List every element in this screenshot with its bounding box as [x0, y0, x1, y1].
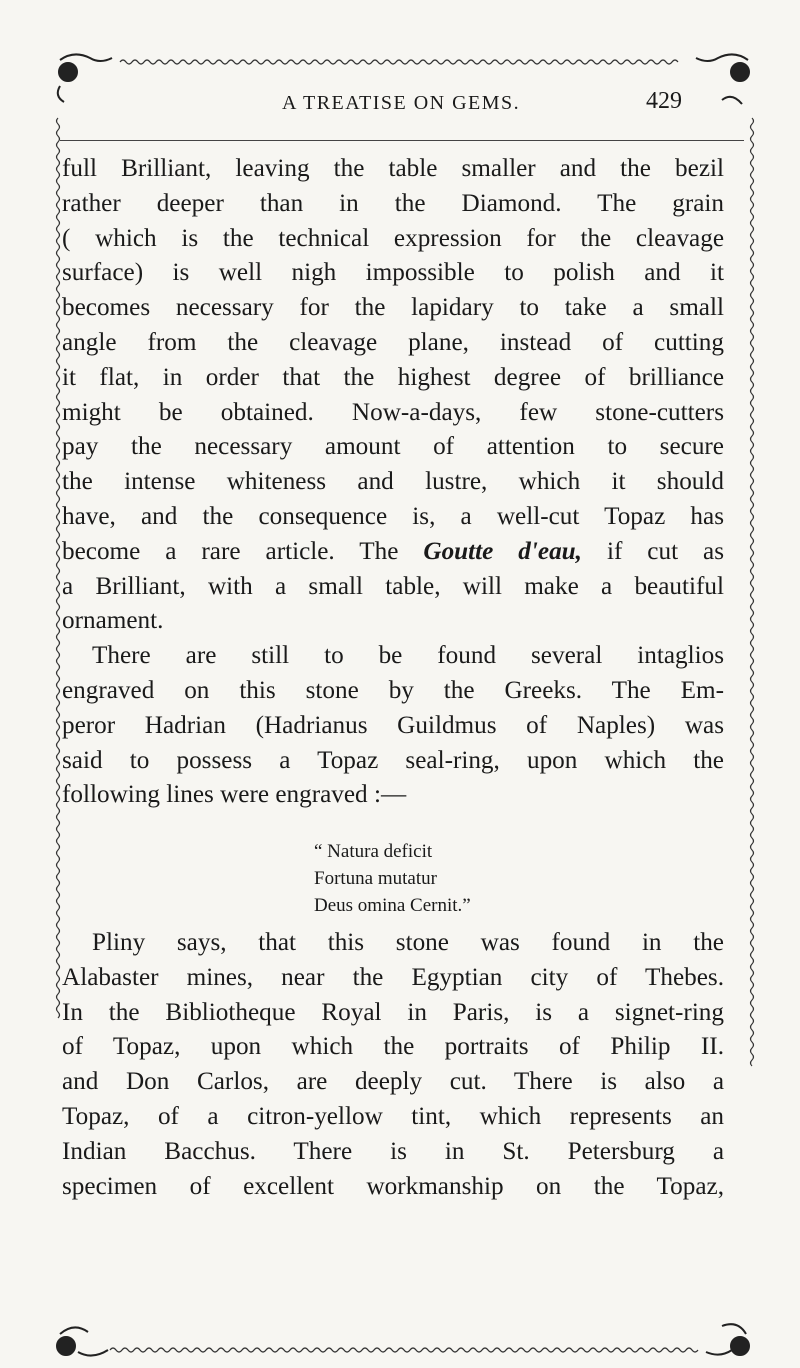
running-title: A TREATISE ON GEMS. [282, 92, 521, 114]
text-line: ( which is the technical expression for the cleavage [62, 224, 724, 252]
text-line: following lines were engraved :— [62, 781, 407, 809]
body-text-lower [62, 926, 724, 1204]
right-wavy-rule [751, 118, 754, 1066]
text-line: specimen of excellent workmanship on the Topaz, [62, 1172, 724, 1200]
body-text-upper [62, 152, 724, 813]
bottom-wavy-rule [110, 1348, 698, 1352]
text-line: it flat, in order that the highest degree of brilliance [62, 363, 724, 391]
text-line: might be obtained. Now-a-days, few stone-cutters [62, 398, 724, 426]
verse-line: Fortuna mutatur [314, 868, 437, 889]
text-line: Topaz, of a citron-yellow tint, which represents an [62, 1102, 724, 1130]
text-line: the intense whiteness and lustre, which it should [62, 468, 724, 496]
emphasis-goutte-deau: Goutte d'eau, [423, 537, 582, 565]
verse-line: “ Natura deficit [314, 841, 433, 862]
text-line: of Topaz, upon which the portraits of Philip II. [62, 1033, 724, 1061]
text-fragment: if cut as [581, 537, 725, 565]
page-number: 429 [646, 88, 682, 114]
verse-line: Deus omina Cernit.” [314, 895, 471, 916]
text-line: becomes necessary for the lapidary to take a small [62, 294, 724, 322]
engraved-verse [314, 838, 471, 919]
text-line: surface) is well nigh impossible to polish and it [62, 259, 724, 287]
corner-ornament-bottom-right [706, 1324, 749, 1355]
running-head [0, 88, 800, 128]
text-line: have, and the consequence is, a well-cut Topaz has [62, 502, 724, 530]
text-line: peror Hadrian (Hadrianus Guildmus of Naples) was [62, 711, 724, 739]
text-fragment: become a rare article. The [62, 537, 424, 565]
text-line: Alabaster mines, near the Egyptian city of Thebes. [62, 963, 724, 991]
text-line: There are still to be found several intaglios [92, 642, 724, 670]
text-line: pay the necessary amount of attention to secure [62, 433, 724, 461]
text-line: full Brilliant, leaving the table smaller and the bezil [62, 155, 724, 182]
text-line: ornament. [62, 607, 164, 635]
corner-ornament-bottom-left [57, 1327, 108, 1355]
text-line: engraved on this stone by the Greeks. The Em- [62, 676, 724, 704]
text-line: angle from the cleavage plane, instead of cutting [62, 328, 724, 356]
text-line-with-emphasis [62, 535, 724, 570]
text-line: and Don Carlos, are deeply cut. There is also a [62, 1068, 724, 1096]
header-rule [60, 140, 744, 141]
text-line: rather deeper than in the Diamond. The grain [62, 189, 724, 217]
text-line: a Brilliant, with a small table, will make a beautiful [62, 572, 724, 600]
top-wavy-rule [120, 60, 678, 64]
text-line: Indian Bacchus. There is in St. Petersburg a [62, 1137, 724, 1165]
text-line: In the Bibliotheque Royal in Paris, is a signet-ring [62, 998, 724, 1026]
text-line: Pliny says, that this stone was found in the [92, 929, 724, 956]
text-line: said to possess a Topaz seal-ring, upon which the [62, 746, 724, 774]
left-wavy-rule [57, 118, 60, 1018]
